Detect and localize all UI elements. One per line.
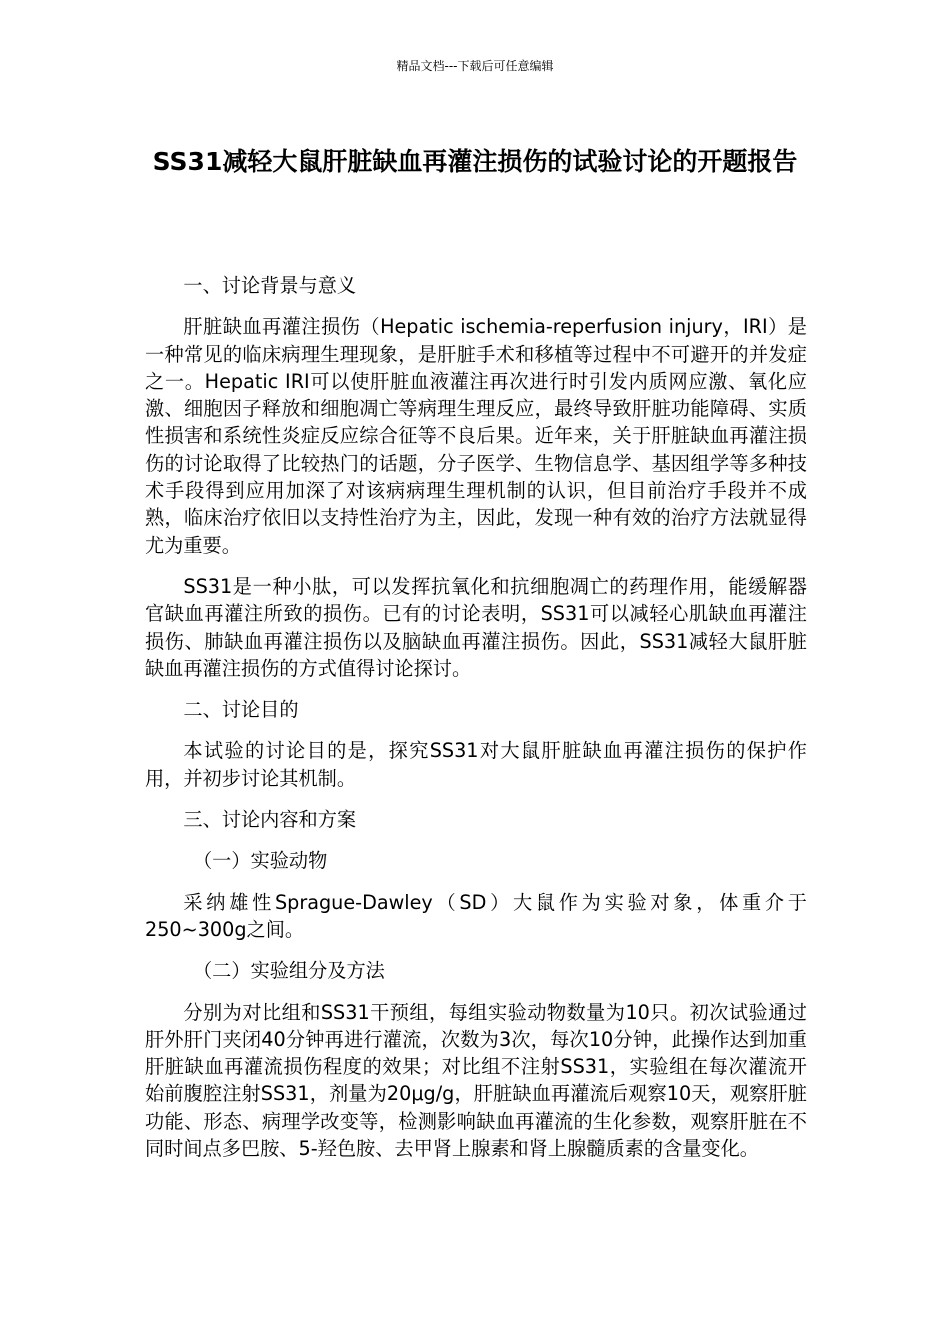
section-3-sub-1-paragraph: 采纳雄性Sprague-Dawley（SD）大鼠作为实验对象，体重介于250~300g之间。 (145, 890, 807, 941)
section-3-subheading-1: （一）实验动物 (193, 849, 328, 873)
document-title: SS31减轻大鼠肝脏缺血再灌注损伤的试验讨论的开题报告 (152, 147, 798, 176)
section-3-heading: 三、讨论内容和方案 (183, 808, 357, 832)
section-1-paragraph-1: 肝脏缺血再灌注损伤（Hepatic ischemia-reperfusion injury，IRI）是一种常见的临床病理生理现象，是肝脏手术和移植等过程中不可避开的并发症之一。Hepatic IRI可以使肝脏血液灌注再次进行时引发内质网应激、氧化应激、细胞因子释放和细胞凋亡等病理生理反应，最终导致肝脏功能障碍、实质性损害和系统性炎症反应综合征等不良后果。近年来，关于肝脏缺血再灌注损伤的讨论取得了比较热门的话题，分子医学、生物信息学、基因组学等多种技术手段得到应用加深了对该病病理生理机制的认识，但目前治疗手段并不成熟，临床治疗依旧以支持性治疗为主，因此，发现一种有效的治疗方法就显得尤为重要。 (145, 315, 807, 557)
section-3-subheading-2: （二）实验组分及方法 (193, 959, 385, 983)
section-3-sub-2-paragraph: 分别为对比组和SS31干预组，每组实验动物数量为10只。初次试验通过肝外肝门夹闭40分钟再进行灌流，次数为3次，每次10分钟，此操作达到加重肝脏缺血再灌流损伤程度的效果；对比组不注射SS31，实验组在每次灌流开始前腹腔注射SS31，剂量为20μg/g，肝脏缺血再灌流后观察10天，观察肝脏功能、形态、病理学改变等，检测影响缺血再灌流的生化参数，观察肝脏在不同时间点多巴胺、5-羟色胺、去甲肾上腺素和肾上腺髓质素的含量变化。 (145, 1000, 807, 1161)
header-note: 精品文档---下载后可任意编辑 (396, 59, 554, 73)
section-2-paragraph-1: 本试验的讨论目的是，探究SS31对大鼠肝脏缺血再灌注损伤的保护作用，并初步讨论其机制。 (145, 739, 807, 790)
section-2-heading: 二、讨论目的 (183, 698, 299, 722)
section-1-paragraph-2: SS31是一种小肽，可以发挥抗氧化和抗细胞凋亡的药理作用，能缓解器官缺血再灌注所致的损伤。已有的讨论表明，SS31可以减轻心肌缺血再灌注损伤、肺缺血再灌注损伤以及脑缺血再灌注损伤。因此，SS31减轻大鼠肝脏缺血再灌注损伤的方式值得讨论探讨。 (145, 574, 807, 680)
document-body (145, 272, 807, 1176)
section-1-heading: 一、讨论背景与意义 (183, 274, 357, 297)
